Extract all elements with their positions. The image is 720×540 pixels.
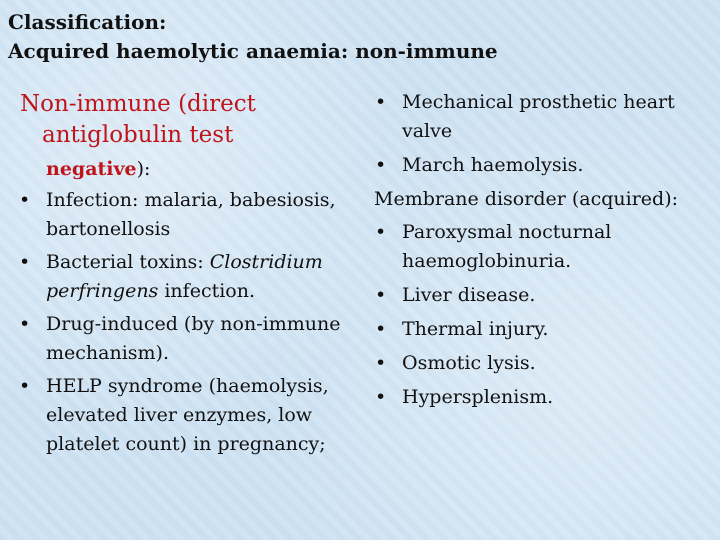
item-prefix: Bacterial toxins: [46,251,210,273]
heading-line-2: antiglobulin test [42,122,234,148]
bullet-icon: • [375,352,387,374]
list-item-pnh [372,218,712,276]
right-bullet-list-bottom [372,218,712,412]
item-suffix: infection. [158,280,256,302]
list-item-help-syndrome [16,372,356,459]
bullet-icon: • [375,221,387,243]
item-text: Paroxysmal nocturnal haemoglobinuria. [402,221,612,272]
item-text: Thermal injury. [402,318,549,340]
item-text: Drug-induced (by non-immune mechanism). [46,313,341,364]
list-item-liver-disease [372,281,712,310]
left-column [16,89,356,463]
right-column [372,88,712,417]
bullet-icon: • [375,284,387,306]
slide-title [8,8,708,66]
item-text: HELP syndrome (haemolysis, elevated liver enzymes, low platelet count) in pregnancy; [46,375,329,455]
list-item-mechanical-valve [372,88,712,146]
list-item-hypersplenism [372,383,712,412]
title-line-2: Acquired haemolytic anaemia: non-immune [8,39,498,63]
item-text: Infection: malaria, babesiosis, bartonellosis [46,189,336,240]
heading-line-1: Non-immune (direct [20,91,256,117]
right-bullet-list-top [372,88,712,180]
bullet-icon: • [19,313,31,335]
title-line-1: Classification: [8,10,167,34]
bullet-icon: • [375,386,387,408]
item-text: Mechanical prosthetic heart valve [402,91,675,142]
negative-line [16,155,356,184]
negative-word: negative [46,158,137,180]
bullet-icon: • [375,318,387,340]
non-immune-heading [16,89,356,151]
item-text: Osmotic lysis. [402,352,536,374]
bullet-icon: • [19,251,31,273]
list-item-march-haemolysis [372,151,712,180]
negative-suffix: ): [136,158,151,180]
list-item-infection [16,186,356,244]
item-text: March haemolysis. [402,154,584,176]
list-item-bacterial-toxins [16,248,356,306]
list-item-osmotic-lysis [372,349,712,378]
item-text: Liver disease. [402,284,536,306]
bullet-icon: • [375,154,387,176]
bullet-icon: • [19,189,31,211]
item-text: Hypersplenism. [402,386,554,408]
bullet-icon: • [19,375,31,397]
item-italic-organism: Clostridium perfringens [46,251,323,302]
membrane-disorder-heading: Membrane disorder (acquired): [374,188,679,210]
list-item-thermal-injury [372,315,712,344]
list-item-drug-induced [16,310,356,368]
left-bullet-list [16,186,356,459]
bullet-icon: • [375,91,387,113]
